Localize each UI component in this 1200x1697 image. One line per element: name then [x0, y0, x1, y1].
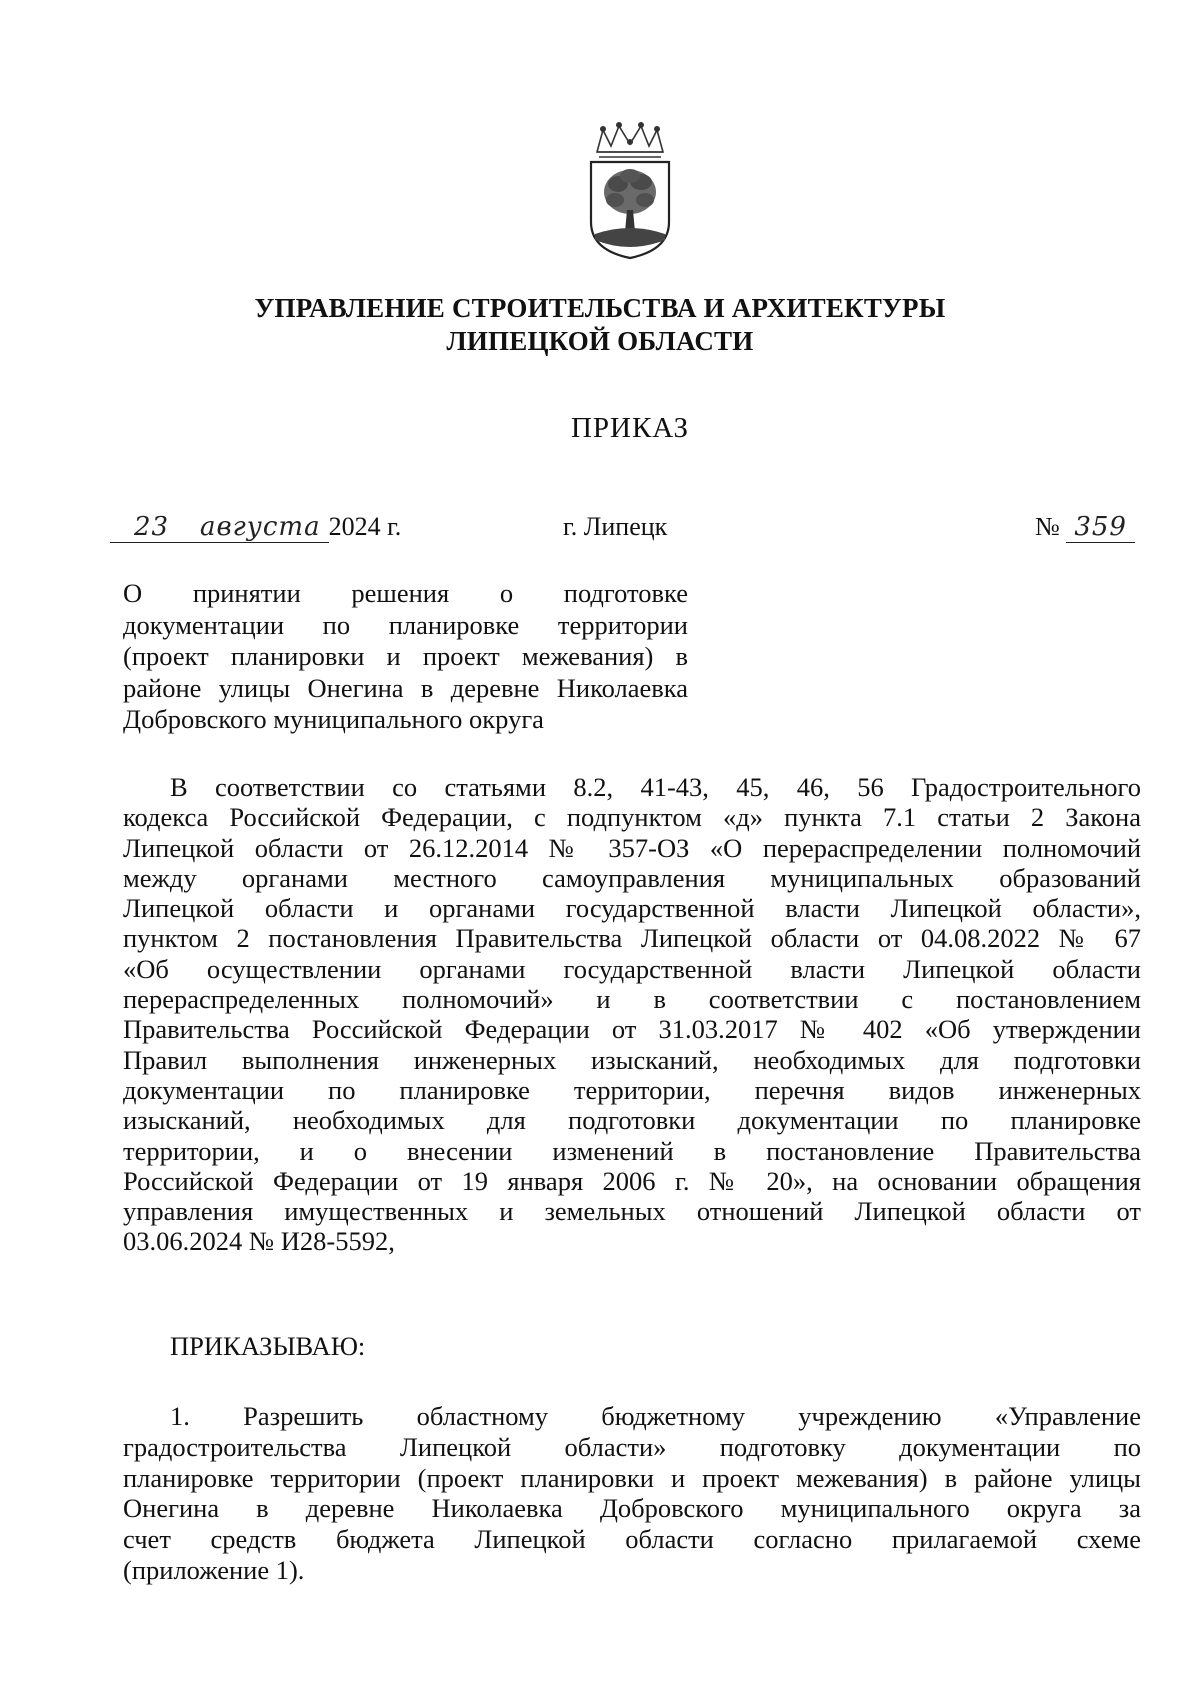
- preamble-paragraph: [123, 772, 1141, 1257]
- preamble-line: между органами местного самоуправления муниципальных образований: [123, 862, 1141, 893]
- preamble-line: Российской Федерации от 19 января 2006 г. № 20», на основании обращения: [123, 1165, 1141, 1196]
- order-item-line: 1. Разрешить областному бюджетному учреждению «Управление: [170, 1401, 1141, 1431]
- date-month-handwritten: августа: [192, 512, 329, 543]
- preamble-line: перераспределенных полномочий» и в соответствии с постановлением: [123, 984, 1141, 1015]
- coat-of-arms-icon: [585, 122, 675, 262]
- order-item-1: [123, 1401, 1141, 1586]
- date-day-handwritten: 23: [110, 512, 192, 543]
- date-year: 2024 г.: [328, 512, 402, 541]
- preamble-line: кодекса Российской Федерации, с подпунктом «д» пункта 7.1 статьи 2 Закона: [123, 802, 1141, 833]
- preamble-line: территории, и о внесении изменений в постановление Правительства: [123, 1135, 1141, 1166]
- preamble-line: пунктом 2 постановления Правительства Липецкой области от 04.08.2022 № 67: [123, 923, 1141, 954]
- order-word: ПРИКАЗЫВАЮ:: [170, 1331, 366, 1361]
- subject-line: (проект планировки и проект межевания) в: [123, 641, 688, 671]
- organization-title-line: ЛИПЕЦКОЙ ОБЛАСТИ: [446, 326, 754, 356]
- order-item-line: Онегина в деревне Николаевка Добровского муниципального округа за: [123, 1493, 1141, 1524]
- preamble-line: Правительства Российской Федерации от 31.03.2017 № 402 «Об утверждении: [123, 1014, 1141, 1045]
- subject-line: районе улицы Онегина в деревне Николаевка: [123, 672, 688, 703]
- order-item-line: (приложение 1).: [123, 1554, 305, 1585]
- preamble-line: «Об осуществлении органами государственной власти Липецкой области: [123, 953, 1141, 984]
- order-item-line: счет средств бюджета Липецкой области согласно прилагаемой схеме: [123, 1524, 1141, 1555]
- number-handwritten: 359: [1066, 512, 1135, 543]
- preamble-line: изысканий, необходимых для подготовки документации по планировке: [123, 1105, 1141, 1136]
- preamble-line: Липецкой области от 26.12.2014 № 357-ОЗ «О перераспределении полномочий: [123, 832, 1141, 863]
- subject-line: Добровского муниципального округа: [123, 704, 544, 734]
- preamble-line: 03.06.2024 № И28-5592,: [123, 1226, 395, 1257]
- organization-title: [130, 292, 1070, 358]
- order-item-line: градостроительства Липецкой области» подготовку документации по: [123, 1431, 1141, 1462]
- subject-line: документации по планировке территории: [123, 609, 688, 640]
- preamble-line: В соответствии со статьями 8.2, 41-43, 45, 46, 56 Градостроительного: [170, 772, 1141, 802]
- subject-line: О принятии решения о подготовке: [123, 578, 688, 608]
- document-number: [1035, 512, 1165, 552]
- document-subject: [123, 578, 688, 736]
- organization-title-line: УПРАВЛЕНИЕ СТРОИТЕЛЬСТВА И АРХИТЕКТУРЫ: [254, 293, 946, 323]
- document-city: г. Липецк: [563, 512, 668, 541]
- preamble-line: управления имущественных и земельных отношений Липецкой области от: [123, 1196, 1141, 1227]
- order-item-line: планировке территории (проект планировки и проект межевания) в районе улицы: [123, 1462, 1141, 1493]
- document-date: [110, 512, 430, 552]
- number-prefix: №: [1035, 512, 1060, 541]
- preamble-line: Липецкой области и органами государственной власти Липецкой области»,: [123, 893, 1141, 924]
- document-type: ПРИКАЗ: [570, 412, 690, 444]
- preamble-line: документации по планировке территории, перечня видов инженерных: [123, 1074, 1141, 1105]
- preamble-line: Правил выполнения инженерных изысканий, необходимых для подготовки: [123, 1044, 1141, 1075]
